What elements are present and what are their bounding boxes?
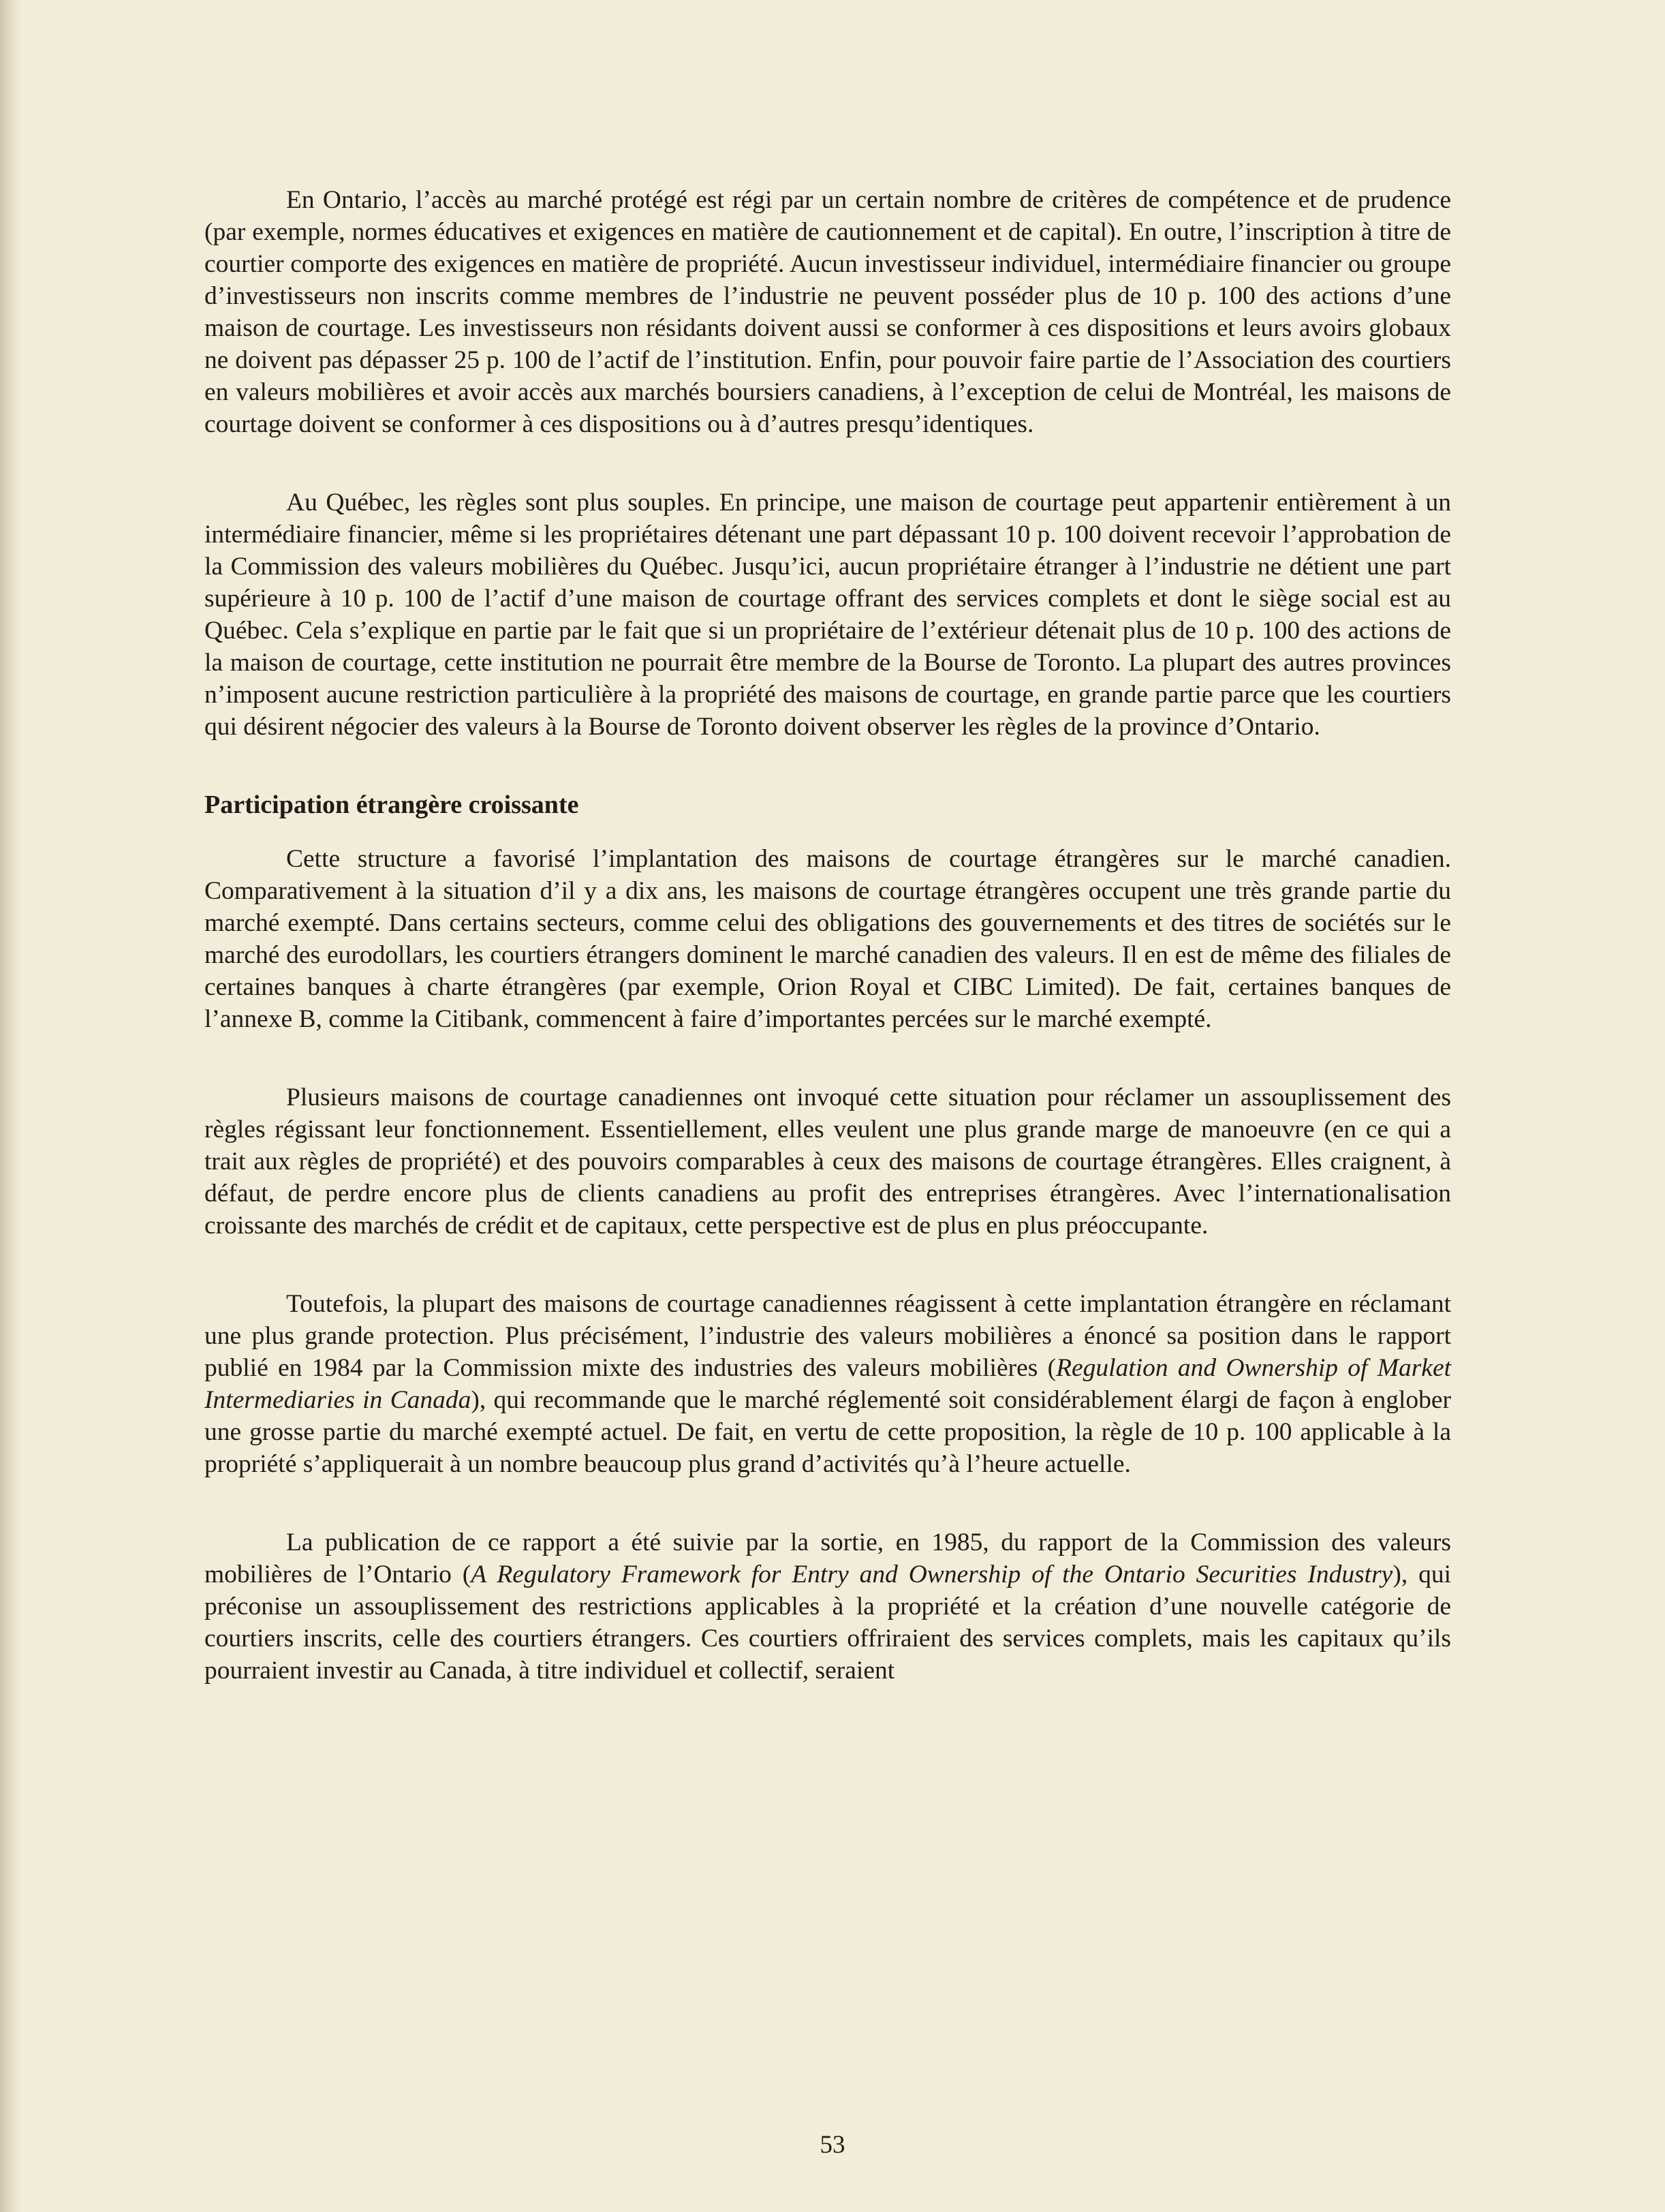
paragraph — [204, 1288, 1451, 1480]
page-binding-edge — [0, 0, 23, 2212]
section-heading: Participation étrangère croissante — [204, 790, 579, 819]
paragraph-text: En Ontario, l’accès au marché protégé est régi par un certain nombre de critères de compétence et de prudence (par exemple, normes éducatives et exigences en matière de cautionnement et de capital). En outre, l’inscription à titre de courtier comporte des exigences en matière de propriété. Aucun investisseur individuel, intermédiaire financier ou groupe d’investisseurs non inscrits comme membres de l’industrie ne peuvent posséder plus de 10 p. 100 des actions d’une maison de courtage. Les investisseurs non résidants doivent aussi se conformer à ces dispositions et leurs avoirs globaux ne doivent pas dépasser 25 p. 100 de l’actif de l’institution. Enfin, pour pouvoir faire partie de l’Association des courtiers en valeurs mobilières et avoir accès aux marchés boursiers canadiens, à l’exception de celui de Montréal, les maisons de courtage doivent se conformer à ces dispositions ou à d’autres presqu’identiques. — [204, 186, 1451, 438]
paragraph-group-section — [204, 843, 1451, 1687]
paragraph-text: La publication de ce rapport a été suivie par la sortie, en 1985, du rapport de la Commission des valeurs mobilières de l’Ontario ( — [204, 1529, 1451, 1588]
paragraph-text: Au Québec, les règles sont plus souples. En principe, une maison de courtage peut appartenir entièrement à un intermédiaire financier, même si les propriétaires détenant une part dépassant 10 p. 100 doivent recevoir l’approbation de la Commission des valeurs mobilières du Québec. Jusqu’ici, aucun propriétaire étranger à l’industrie ne détient une part supérieure à 10 p. 100 de l’actif d’une maison de courtage offrant des services complets et dont le siège social est au Québec. Cela s’explique en partie par le fait que si un propriétaire de l’extérieur détenait plus de 10 p. 100 des actions de la maison de courtage, cette institution ne pourrait être membre de la Bourse de Toronto. La plupart des autres provinces n’imposent aucune restriction particulière à la propriété des maisons de courtage, en grande partie parce que les courtiers qui désirent négocier des valeurs à la Bourse de Toronto doivent observer les règles de la province d’Ontario. — [204, 489, 1451, 741]
paragraph-text: Plusieurs maisons de courtage canadiennes ont invoqué cette situation pour réclamer un assouplissement des règles régissant leur fonctionnement. Essentiellement, elles veulent une plus grande marge de manoeuvre (en ce qui a trait aux règles de propriété) et des pouvoirs comparables à ceux des maisons de courtage étrangères. Elles craignent, à défaut, de perdre encore plus de clients canadiens au profit des entreprises étrangères. Avec l’internationalisation croissante des marchés de crédit et de capitaux, cette perspective est de plus en plus préoccupante. — [204, 1084, 1451, 1240]
paragraph-text: ), qui recommande que le marché réglementé soit considérablement élargi de façon à englober une grosse partie du marché exempté actuel. De fait, en vertu de cette proposition, la règle de 10 p. 100 applicable à la propriété s’appliquerait à un nombre beaucoup plus grand d’activités qu’à l’heure actuelle. — [204, 1386, 1451, 1478]
paragraph — [204, 487, 1451, 743]
paragraph-group-intro — [204, 184, 1451, 743]
document-body — [204, 184, 1451, 1733]
italic-title: Regulation and Ownership of Market Intermediaries in Canada — [204, 1354, 1452, 1414]
italic-title: A Regulatory Framework for Entry and Ownership of the Ontario Securities Industry — [471, 1561, 1393, 1588]
paragraph-text: Toutefois, la plupart des maisons de courtage canadiennes réagissent à cette implantation étrangère en réclamant une plus grande protection. Plus précisément, l’industrie des valeurs mobilières a énoncé sa position dans le rapport publié en 1984 par la Commission mixte des industries des valeurs mobilières ( — [204, 1290, 1451, 1382]
paragraph-text: Cette structure a favorisé l’implantation des maisons de courtage étrangères sur le marché canadien. Comparativement à la situation d’il y a dix ans, les maisons de courtage étrangères occupent une très grande partie du marché exempté. Dans certains secteurs, comme celui des obligations des gouvernements et des titres de sociétés sur le marché des eurodollars, les courtiers étrangers dominent le marché canadien des valeurs. Il en est de même des filiales de certaines banques à charte étrangères (par exemple, Orion Royal et CIBC Limited). De fait, certaines banques de l’annexe B, comme la Citibank, commencent à faire d’importantes percées sur le marché exempté. — [204, 845, 1451, 1033]
paragraph — [204, 843, 1451, 1035]
paragraph — [204, 1081, 1451, 1242]
paragraph — [204, 1526, 1451, 1687]
page-number: 53 — [820, 2131, 845, 2159]
paragraph — [204, 184, 1451, 440]
paragraph-text: ), qui préconise un assouplissement des restrictions applicables à la propriété et la création d’une nouvelle catégorie de courtiers inscrits, celle des courtiers étrangers. Ces courtiers offriraient des services complets, mais les capitaux qu’ils pourraient investir au Canada, à titre individuel et collectif, seraient — [204, 1561, 1451, 1685]
